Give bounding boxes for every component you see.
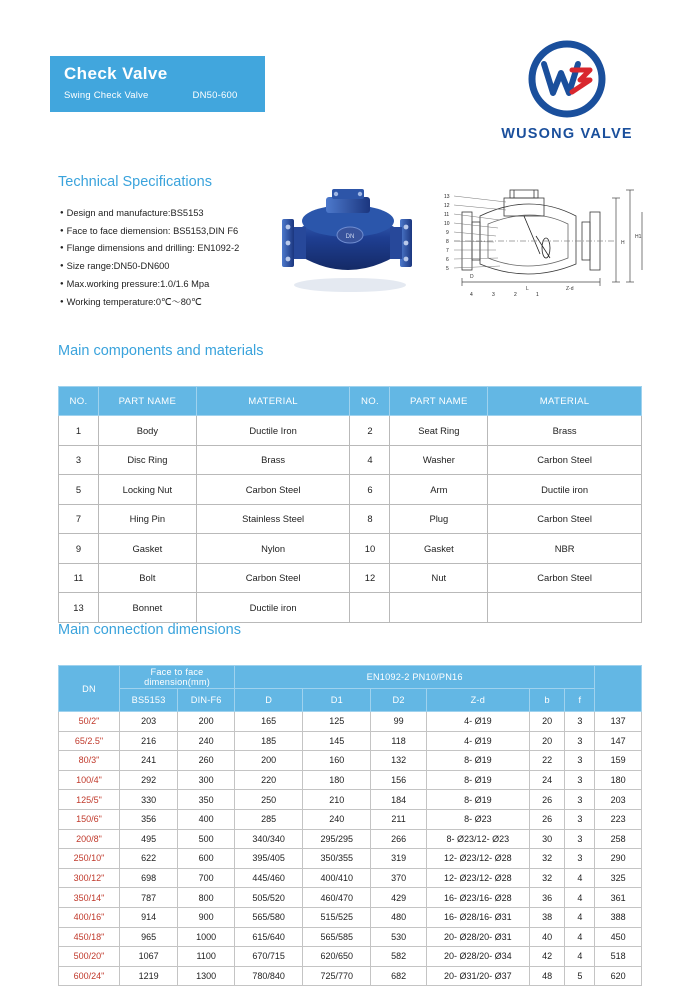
cell-part: Washer xyxy=(390,445,488,475)
table-row xyxy=(59,475,642,505)
table-row xyxy=(59,790,642,810)
header-size-code: DN50-600 xyxy=(192,90,238,101)
callout-7: 7 xyxy=(446,248,449,254)
cell-material: Carbon Steel xyxy=(488,504,642,534)
th-zd: Z-d xyxy=(426,689,529,712)
cell-b: 40 xyxy=(529,927,565,947)
th-d: D xyxy=(235,689,303,712)
table-row xyxy=(59,829,642,849)
cell-zd: 8- Ø19 xyxy=(426,790,529,810)
cell-d2: 682 xyxy=(371,966,426,986)
cell-zd: 16- Ø28/16- Ø31 xyxy=(426,907,529,927)
cell-dn: 600/24" xyxy=(59,966,120,986)
cell-f: 4 xyxy=(565,927,595,947)
cell-d1: 180 xyxy=(303,770,371,790)
cell-bs5153: 698 xyxy=(119,868,177,888)
cell-zd: 4- Ø19 xyxy=(426,712,529,732)
cell-no: 8 xyxy=(350,504,390,534)
cell-no: 3 xyxy=(59,445,99,475)
product-photo xyxy=(268,175,428,305)
cell-dinf6: 1100 xyxy=(178,947,235,967)
cell-h: 388 xyxy=(595,907,642,927)
cell-part: Bolt xyxy=(99,563,197,593)
svg-text:DN: DN xyxy=(345,234,355,240)
cell-zd: 8- Ø19 xyxy=(426,770,529,790)
table-row xyxy=(59,712,642,732)
cell-f: 3 xyxy=(565,829,595,849)
cell-h: 137 xyxy=(595,712,642,732)
brand-logo xyxy=(482,40,652,142)
cell-h: 450 xyxy=(595,927,642,947)
th-bs5153: BS5153 xyxy=(119,689,177,712)
cell-bs5153: 356 xyxy=(119,809,177,829)
th-b: b xyxy=(529,689,565,712)
cell-dn: 450/18" xyxy=(59,927,120,947)
cell-d2: 118 xyxy=(371,731,426,751)
cell-dinf6: 200 xyxy=(178,712,235,732)
cell-dinf6: 240 xyxy=(178,731,235,751)
cell-dinf6: 400 xyxy=(178,809,235,829)
cell-d1: 295/295 xyxy=(303,829,371,849)
cell-d1: 160 xyxy=(303,751,371,771)
cell-bs5153: 914 xyxy=(119,907,177,927)
th-d2: D2 xyxy=(371,689,426,712)
th-dinf6: DIN-F6 xyxy=(178,689,235,712)
cell-d2: 266 xyxy=(371,829,426,849)
cell-bs5153: 495 xyxy=(119,829,177,849)
cell-dn: 300/12" xyxy=(59,868,120,888)
table-row xyxy=(59,809,642,829)
table-row xyxy=(59,751,642,771)
cell-d: 250 xyxy=(235,790,303,810)
cell-d: 200 xyxy=(235,751,303,771)
cell-f: 3 xyxy=(565,770,595,790)
cell-zd: 8- Ø19 xyxy=(426,751,529,771)
spec-item: ● Working temperature:0℃～80℃ xyxy=(60,294,295,312)
logo-icon xyxy=(528,40,606,118)
callout-12: 12 xyxy=(444,203,450,209)
components-table xyxy=(58,386,642,623)
cell-material: Ductile Iron xyxy=(196,416,350,446)
cell-part: Nut xyxy=(390,563,488,593)
cell-dinf6: 300 xyxy=(178,770,235,790)
cell-d: 220 xyxy=(235,770,303,790)
cell-f: 3 xyxy=(565,809,595,829)
svg-text:L: L xyxy=(526,286,529,292)
th-no-left: NO. xyxy=(59,387,99,416)
cell-dn: 350/14" xyxy=(59,888,120,908)
cell-b: 24 xyxy=(529,770,565,790)
cell-no: 13 xyxy=(59,593,99,623)
cell-d: 445/460 xyxy=(235,868,303,888)
spec-item: ● Size range:DN50-DN600 xyxy=(60,258,295,276)
cell-h: 203 xyxy=(595,790,642,810)
svg-text:H1: H1 xyxy=(635,234,642,240)
table-row xyxy=(59,868,642,888)
table-row xyxy=(59,770,642,790)
cell-zd: 20- Ø28/20- Ø34 xyxy=(426,947,529,967)
cell-d2: 530 xyxy=(371,927,426,947)
table-row xyxy=(59,534,642,564)
cell-no: 5 xyxy=(59,475,99,505)
cell-dn: 100/4" xyxy=(59,770,120,790)
cell-b: 32 xyxy=(529,849,565,869)
cell-b: 20 xyxy=(529,712,565,732)
specifications-title: Technical Specifications xyxy=(58,174,212,190)
cell-no: 1 xyxy=(59,416,99,446)
cell-material: NBR xyxy=(488,534,642,564)
cell-f: 3 xyxy=(565,731,595,751)
cell-dn: 500/20" xyxy=(59,947,120,967)
cell-b: 32 xyxy=(529,868,565,888)
cell-bs5153: 787 xyxy=(119,888,177,908)
cell-material: Carbon Steel xyxy=(196,563,350,593)
cell-dinf6: 900 xyxy=(178,907,235,927)
cell-d: 185 xyxy=(235,731,303,751)
svg-text:Z-d: Z-d xyxy=(566,286,574,292)
cell-dinf6: 1300 xyxy=(178,966,235,986)
cell-part: Plug xyxy=(390,504,488,534)
cell-d: 615/640 xyxy=(235,927,303,947)
table-group-header-row xyxy=(59,666,642,689)
cell-no: 4 xyxy=(350,445,390,475)
cell-b: 36 xyxy=(529,888,565,908)
cell-dinf6: 800 xyxy=(178,888,235,908)
table-row xyxy=(59,947,642,967)
callout-5: 5 xyxy=(446,266,449,272)
table-subheader-row xyxy=(59,689,642,712)
callout-9: 9 xyxy=(446,230,449,236)
cell-dinf6: 500 xyxy=(178,829,235,849)
cell-d: 780/840 xyxy=(235,966,303,986)
cell-bs5153: 1067 xyxy=(119,947,177,967)
table-row xyxy=(59,849,642,869)
cell-d1: 515/525 xyxy=(303,907,371,927)
cell-part: Arm xyxy=(390,475,488,505)
th-mat-left: MATERIAL xyxy=(196,387,350,416)
cell-material: Carbon Steel xyxy=(488,445,642,475)
header-subtitle-row xyxy=(64,90,265,101)
cell-f: 3 xyxy=(565,751,595,771)
cell-dn: 50/2" xyxy=(59,712,120,732)
cell-dn: 125/5" xyxy=(59,790,120,810)
table-row xyxy=(59,966,642,986)
cell-bs5153: 965 xyxy=(119,927,177,947)
cell-d: 505/520 xyxy=(235,888,303,908)
th-d1: D1 xyxy=(303,689,371,712)
cell-material: Carbon Steel xyxy=(488,563,642,593)
cell-zd: 20- Ø31/20- Ø37 xyxy=(426,966,529,986)
svg-text:H: H xyxy=(621,240,625,246)
spec-item: ● Design and manufacture:BS5153 xyxy=(60,205,295,223)
cell-h: 518 xyxy=(595,947,642,967)
cell-dn: 65/2.5" xyxy=(59,731,120,751)
cell-dn: 200/8" xyxy=(59,829,120,849)
cell-d2: 370 xyxy=(371,868,426,888)
cell-d1: 620/650 xyxy=(303,947,371,967)
section-drawing xyxy=(440,178,650,304)
cell-d: 340/340 xyxy=(235,829,303,849)
cell-bs5153: 1219 xyxy=(119,966,177,986)
cell-d1: 240 xyxy=(303,809,371,829)
dimensions-table xyxy=(58,665,642,986)
cell-h: 147 xyxy=(595,731,642,751)
cell-zd: 8- Ø23 xyxy=(426,809,529,829)
cell-part: Disc Ring xyxy=(99,445,197,475)
table-row xyxy=(59,888,642,908)
cell-material xyxy=(488,593,642,623)
cell-f: 5 xyxy=(565,966,595,986)
cell-d2: 429 xyxy=(371,888,426,908)
cell-d2: 480 xyxy=(371,907,426,927)
cell-h: 361 xyxy=(595,888,642,908)
callout-4: 4 xyxy=(470,292,473,298)
cell-d1: 460/470 xyxy=(303,888,371,908)
cell-no: 6 xyxy=(350,475,390,505)
cell-d: 395/405 xyxy=(235,849,303,869)
table-row xyxy=(59,927,642,947)
cell-part: Seat Ring xyxy=(390,416,488,446)
cell-zd: 12- Ø23/12- Ø28 xyxy=(426,868,529,888)
cell-material: Brass xyxy=(488,416,642,446)
cell-f: 3 xyxy=(565,849,595,869)
cell-b: 48 xyxy=(529,966,565,986)
spec-item: ● Max.working pressure:1.0/1.6 Mpa xyxy=(60,276,295,294)
table-row xyxy=(59,593,642,623)
cell-d: 565/580 xyxy=(235,907,303,927)
cell-d2: 99 xyxy=(371,712,426,732)
cell-dn: 150/6" xyxy=(59,809,120,829)
svg-text:D: D xyxy=(470,274,474,280)
cell-d1: 400/410 xyxy=(303,868,371,888)
th-part-right: PART NAME xyxy=(390,387,488,416)
cell-dinf6: 260 xyxy=(178,751,235,771)
table-row xyxy=(59,907,642,927)
cell-b: 30 xyxy=(529,829,565,849)
cell-d1: 725/770 xyxy=(303,966,371,986)
th-en1092: EN1092-2 PN10/PN16 xyxy=(235,666,595,689)
cell-no: 7 xyxy=(59,504,99,534)
callout-1: 1 xyxy=(536,292,539,298)
cell-no: 12 xyxy=(350,563,390,593)
cell-d: 285 xyxy=(235,809,303,829)
cell-dinf6: 350 xyxy=(178,790,235,810)
cell-bs5153: 330 xyxy=(119,790,177,810)
th-dn: DN xyxy=(59,666,120,712)
callout-3: 3 xyxy=(492,292,495,298)
cell-dn: 250/10" xyxy=(59,849,120,869)
cell-d2: 211 xyxy=(371,809,426,829)
cell-dn: 400/16" xyxy=(59,907,120,927)
cell-zd: 4- Ø19 xyxy=(426,731,529,751)
cell-d2: 319 xyxy=(371,849,426,869)
cell-no: 11 xyxy=(59,563,99,593)
cell-zd: 20- Ø28/20- Ø31 xyxy=(426,927,529,947)
cell-b: 38 xyxy=(529,907,565,927)
cell-d1: 350/355 xyxy=(303,849,371,869)
cell-f: 3 xyxy=(565,790,595,810)
cell-zd: 16- Ø23/16- Ø28 xyxy=(426,888,529,908)
spec-item: ● Face to face diemension: BS5153,DIN F6 xyxy=(60,223,295,241)
cell-f: 4 xyxy=(565,868,595,888)
cell-bs5153: 622 xyxy=(119,849,177,869)
cell-zd: 12- Ø23/12- Ø28 xyxy=(426,849,529,869)
table-row xyxy=(59,416,642,446)
cell-f: 3 xyxy=(565,712,595,732)
cell-bs5153: 292 xyxy=(119,770,177,790)
cell-bs5153: 203 xyxy=(119,712,177,732)
cell-h: 180 xyxy=(595,770,642,790)
cell-d: 165 xyxy=(235,712,303,732)
cell-h: 620 xyxy=(595,966,642,986)
cell-d1: 210 xyxy=(303,790,371,810)
cell-part: Body xyxy=(99,416,197,446)
cell-dn: 80/3" xyxy=(59,751,120,771)
header-subtitle: Swing Check Valve xyxy=(64,90,149,101)
dimensions-title: Main connection dimensions xyxy=(58,622,241,638)
cell-material: Nylon xyxy=(196,534,350,564)
cell-no: 9 xyxy=(59,534,99,564)
callout-6: 6 xyxy=(446,257,449,263)
callout-11: 11 xyxy=(444,212,450,218)
cell-b: 26 xyxy=(529,790,565,810)
cell-dinf6: 600 xyxy=(178,849,235,869)
cell-zd: 8- Ø23/12- Ø23 xyxy=(426,829,529,849)
cell-part: Hing Pin xyxy=(99,504,197,534)
cell-part: Bonnet xyxy=(99,593,197,623)
th-h-group xyxy=(595,666,642,712)
cell-b: 42 xyxy=(529,947,565,967)
th-f: f xyxy=(565,689,595,712)
cell-h: 223 xyxy=(595,809,642,829)
cell-h: 325 xyxy=(595,868,642,888)
cell-h: 258 xyxy=(595,829,642,849)
cell-dinf6: 700 xyxy=(178,868,235,888)
cell-material: Brass xyxy=(196,445,350,475)
cell-d1: 125 xyxy=(303,712,371,732)
th-part-left: PART NAME xyxy=(99,387,197,416)
table-row xyxy=(59,731,642,751)
cell-part: Gasket xyxy=(390,534,488,564)
cell-b: 22 xyxy=(529,751,565,771)
cell-f: 4 xyxy=(565,888,595,908)
cell-h: 290 xyxy=(595,849,642,869)
cell-b: 26 xyxy=(529,809,565,829)
th-face-to-face: Face to face dimension(mm) xyxy=(119,666,234,689)
table-row xyxy=(59,504,642,534)
cell-f: 4 xyxy=(565,947,595,967)
spec-item: ● Flange dimensions and drilling: EN1092-2 xyxy=(60,240,295,258)
callout-10: 10 xyxy=(444,221,450,227)
cell-dinf6: 1000 xyxy=(178,927,235,947)
specifications-list xyxy=(60,205,295,311)
table-row xyxy=(59,445,642,475)
cell-h: 159 xyxy=(595,751,642,771)
cell-material: Ductile iron xyxy=(196,593,350,623)
cell-no: 10 xyxy=(350,534,390,564)
callout-8: 8 xyxy=(446,239,449,245)
cell-d2: 156 xyxy=(371,770,426,790)
components-title: Main components and materials xyxy=(58,343,264,359)
header-banner xyxy=(50,56,265,112)
cell-d2: 184 xyxy=(371,790,426,810)
callout-2: 2 xyxy=(514,292,517,298)
cell-d2: 132 xyxy=(371,751,426,771)
cell-bs5153: 241 xyxy=(119,751,177,771)
cell-part: Locking Nut xyxy=(99,475,197,505)
cell-b: 20 xyxy=(529,731,565,751)
cell-f: 4 xyxy=(565,907,595,927)
brand-name: WUSONG VALVE xyxy=(501,126,633,142)
th-mat-right: MATERIAL xyxy=(488,387,642,416)
th-no-right: NO. xyxy=(350,387,390,416)
page-title: Check Valve xyxy=(64,64,168,83)
cell-d1: 565/585 xyxy=(303,927,371,947)
callout-13: 13 xyxy=(444,194,450,200)
cell-bs5153: 216 xyxy=(119,731,177,751)
cell-material: Stainless Steel xyxy=(196,504,350,534)
cell-part: Gasket xyxy=(99,534,197,564)
cell-part xyxy=(390,593,488,623)
cell-d2: 582 xyxy=(371,947,426,967)
cell-no: 2 xyxy=(350,416,390,446)
cell-no xyxy=(350,593,390,623)
cell-material: Ductile iron xyxy=(488,475,642,505)
cell-material: Carbon Steel xyxy=(196,475,350,505)
cell-d1: 145 xyxy=(303,731,371,751)
table-header-row xyxy=(59,387,642,416)
table-row xyxy=(59,563,642,593)
cell-d: 670/715 xyxy=(235,947,303,967)
